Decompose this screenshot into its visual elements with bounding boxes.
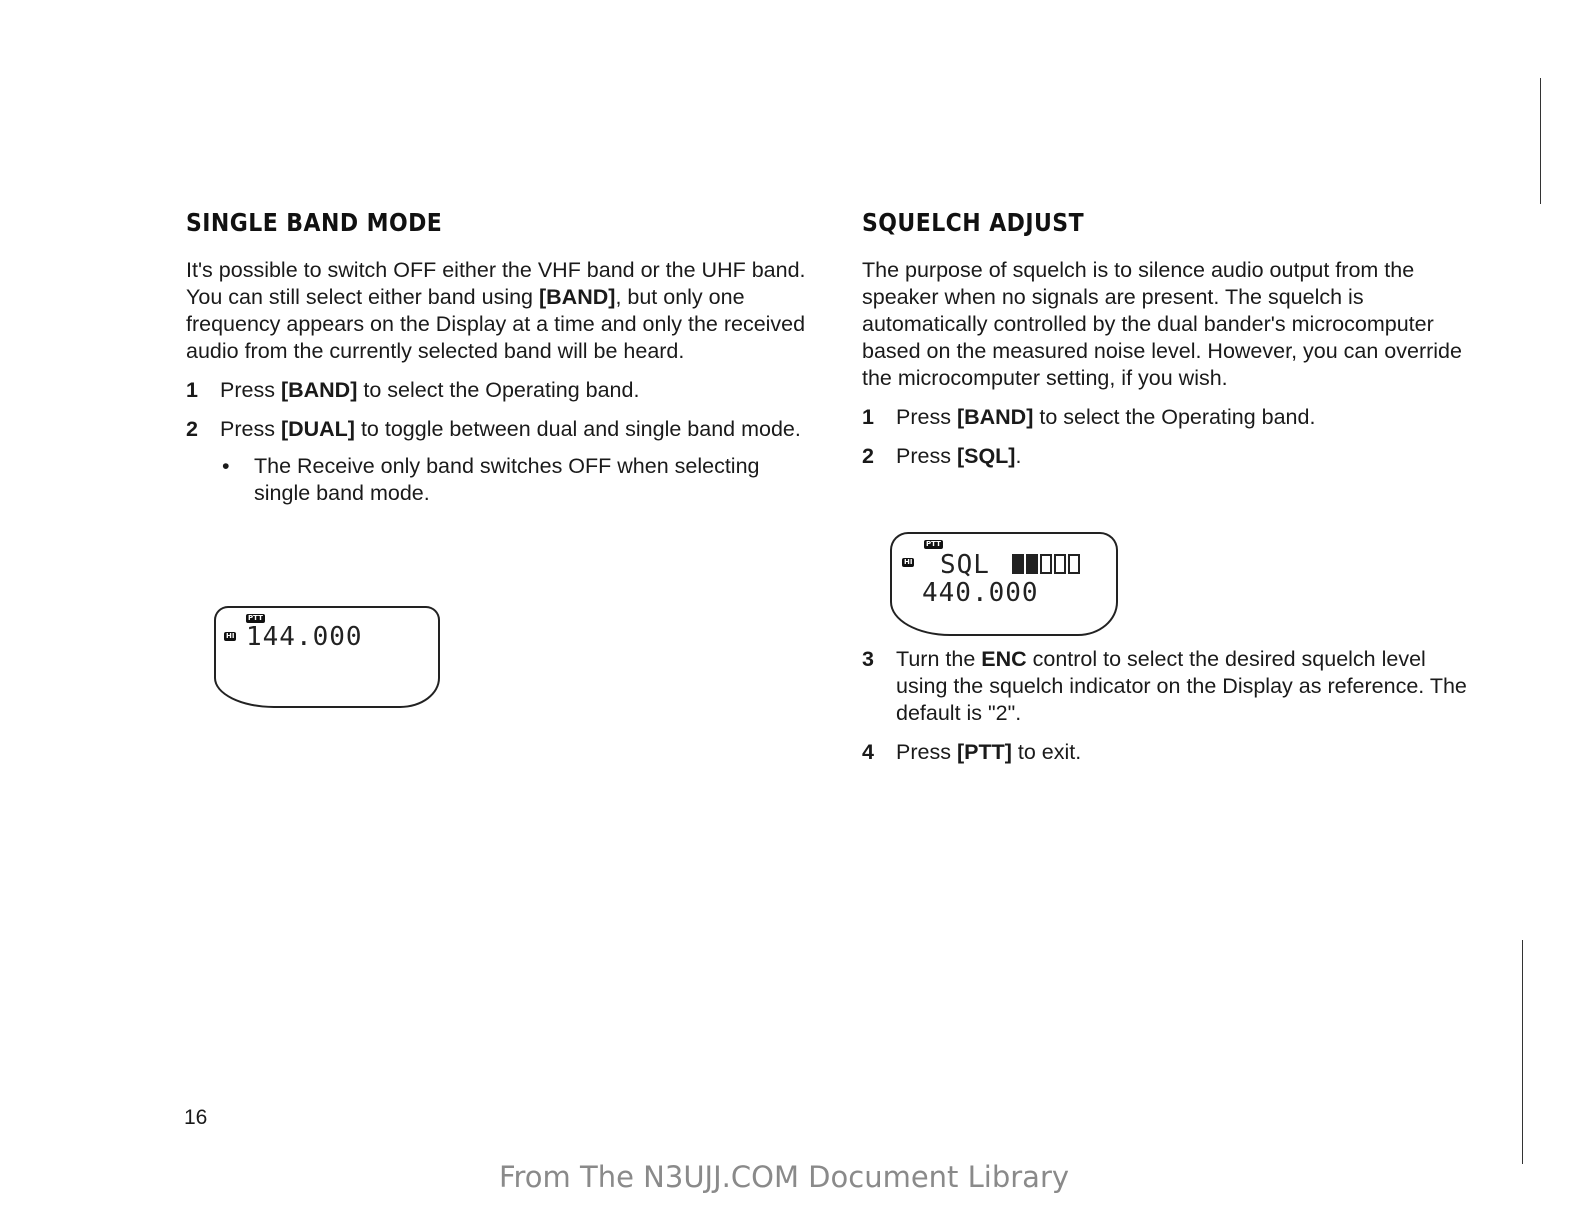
scan-edge-line xyxy=(1540,78,1541,204)
frequency-readout: 440.000 xyxy=(922,578,1039,608)
scan-edge-line xyxy=(1522,940,1523,1164)
squelch-bar-segment xyxy=(1012,554,1024,574)
sql-label: SQL xyxy=(940,550,990,580)
single-band-mode-section xyxy=(186,208,806,519)
squelch-level-indicator xyxy=(1012,554,1080,574)
ptt-indicator: PTT xyxy=(926,540,941,548)
single-band-lcd-display xyxy=(214,606,440,708)
squelch-adjust-section xyxy=(862,208,1482,778)
section-title: SINGLE BAND MODE xyxy=(186,208,443,237)
ptt-indicator: PTT xyxy=(248,614,263,622)
step-item: 2 Press [DUAL] to toggle between dual and single band mode. • The Receive only band switches OFF when selecting single band mode. xyxy=(186,416,806,507)
squelch-bar-segment xyxy=(1054,554,1066,574)
hi-power-indicator: HI xyxy=(904,558,913,566)
step-item: 4 Press [PTT] to exit. xyxy=(862,740,1082,764)
squelch-bar-segment xyxy=(1040,554,1052,574)
steps-list xyxy=(186,377,806,507)
intro-paragraph: It's possible to switch OFF either the VHF band or the UHF band. You can still select either band using [BAND], but only one frequency appears on the Display at a time and only the received audio from the currently selected band will be heard. xyxy=(186,258,806,363)
note-bullet: • The Receive only band switches OFF when selecting single band mode. xyxy=(222,454,760,505)
band-key-label: [BAND] xyxy=(539,285,616,309)
page-number: 16 xyxy=(184,1106,208,1129)
step-item: 1 Press [BAND] to select the Operating band. xyxy=(186,378,640,402)
step-item: 1 Press [BAND] to select the Operating band. xyxy=(862,405,1316,429)
hi-power-indicator: HI xyxy=(226,632,235,640)
frequency-readout: 144.000 xyxy=(246,622,363,652)
footer-watermark: From The N3UJJ.COM Document Library xyxy=(498,1160,1070,1194)
intro-paragraph: The purpose of squelch is to silence audio output from the speaker when no signals are present. The squelch is automatically controlled by the dual bander's microcomputer based on the measured noise level. However, you can override the microcomputer setting, if you wish. xyxy=(862,258,1462,390)
squelch-lcd-display xyxy=(890,532,1118,636)
squelch-bar-segment xyxy=(1026,554,1038,574)
step-item: 3 Turn the ENC control to select the desired squelch level using the squelch indicator on the Display as reference. The default is "2". xyxy=(862,647,1467,725)
squelch-bar-segment xyxy=(1068,554,1080,574)
section-title: SQUELCH ADJUST xyxy=(862,208,1085,237)
step-item: 2 Press [SQL]. xyxy=(862,444,1022,468)
